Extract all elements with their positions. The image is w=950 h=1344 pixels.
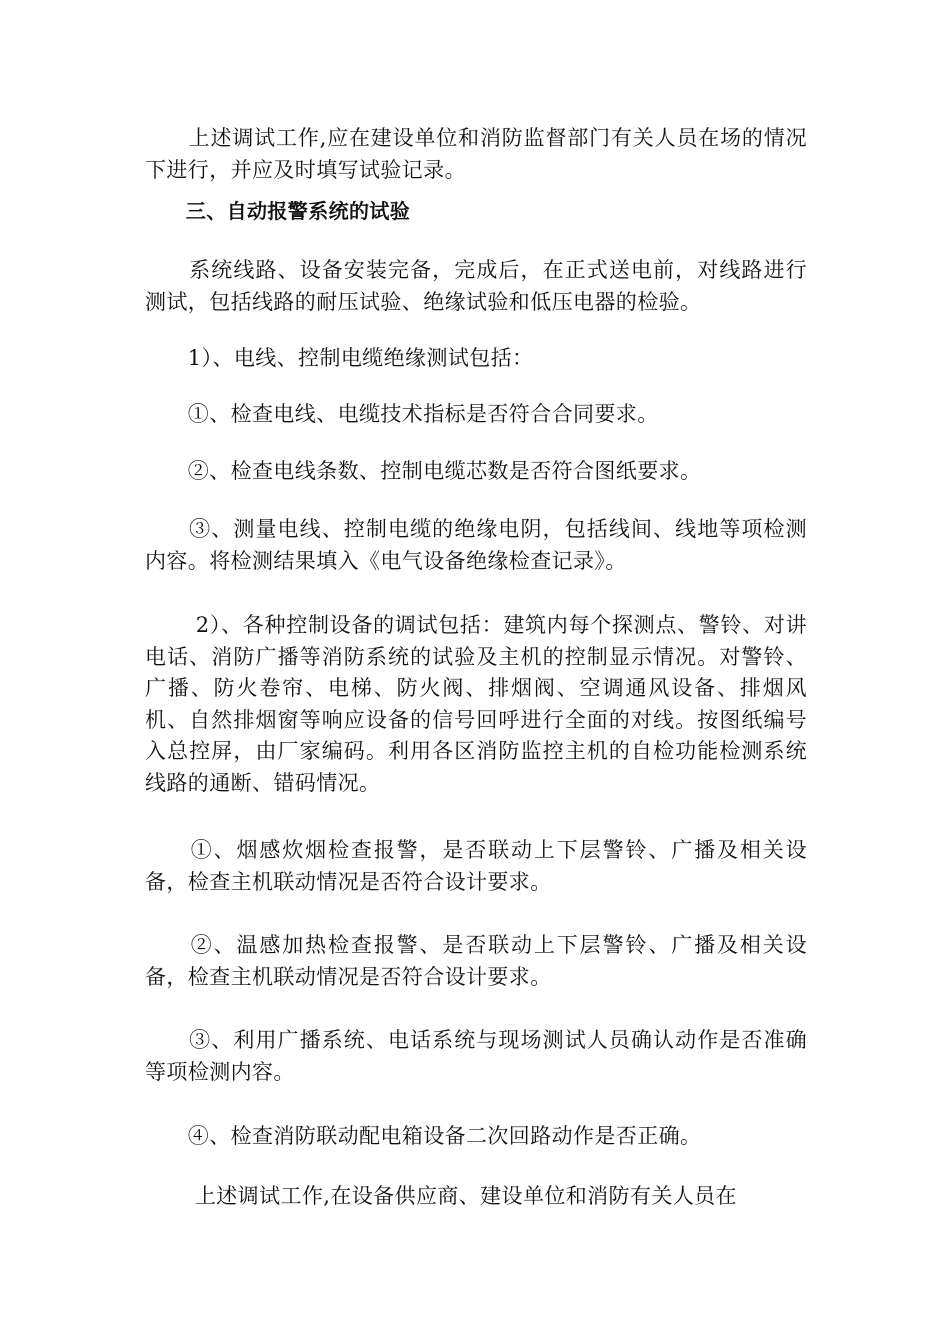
list-item-smoke-detector-test: ①、烟感炊烟检查报警，是否联动上下层警铃、广播及相关设备，检查主机联动情况是否符合设计要求。 [145,838,807,894]
paragraph-debug-witness-continued: 上述调试工作,在设备供应商、建设单位和消防有关人员在 [145,1184,737,1208]
list-item-distribution-box-check: ④、检查消防联动配电箱设备二次回路动作是否正确。 [145,1124,702,1148]
paragraph-insulation-test-title: 1）、电线、控制电缆绝缘测试包括： [145,346,534,370]
paragraph-control-equipment-debug: 2）、各种控制设备的调试包括：建筑内每个探测点、警铃、对讲电话、消防广播等消防系统的试验及主机的控制显示情况。对警铃、广播、防火卷帘、电梯、防火阀、排烟阀、空调通风设备、排烟风机、自然排烟窗等响应设备的信号回呼进行全面的对线。按图纸编号入总控屏，由厂家编码。利用各区消防监控主机的自检功能检测系统线路的通断、错码情况。 [145,613,807,795]
list-item-measure-insulation: ③、测量电线、控制电缆的绝缘电阴，包括线间、线地等项检测内容。将检测结果填入《电气设备绝缘检查记录》。 [145,517,807,573]
list-item-heat-detector-test: ②、温感加热检查报警、是否联动上下层警铃、广播及相关设备，检查主机联动情况是否符合设计要求。 [145,933,807,989]
section-heading-alarm-test: 三、自动报警系统的试验 [145,199,411,223]
list-item-broadcast-phone-test: ③、利用广播系统、电话系统与现场测试人员确认动作是否准确等项检测内容。 [145,1028,807,1084]
list-item-check-cable-specs: ①、检查电线、电缆技术指标是否符合合同要求。 [145,402,659,426]
paragraph-debug-witness: 上述调试工作,应在建设单位和消防监督部门有关人员在场的情况下进行，并应及时填写试验记录。 [145,126,807,182]
list-item-check-wire-count: ②、检查电线条数、控制电缆芯数是否符合图纸要求。 [145,459,702,483]
paragraph-line-testing: 系统线路、设备安装完备，完成后，在正式送电前，对线路进行测试，包括线路的耐压试验、绝缘试验和低压电器的检验。 [145,258,807,314]
